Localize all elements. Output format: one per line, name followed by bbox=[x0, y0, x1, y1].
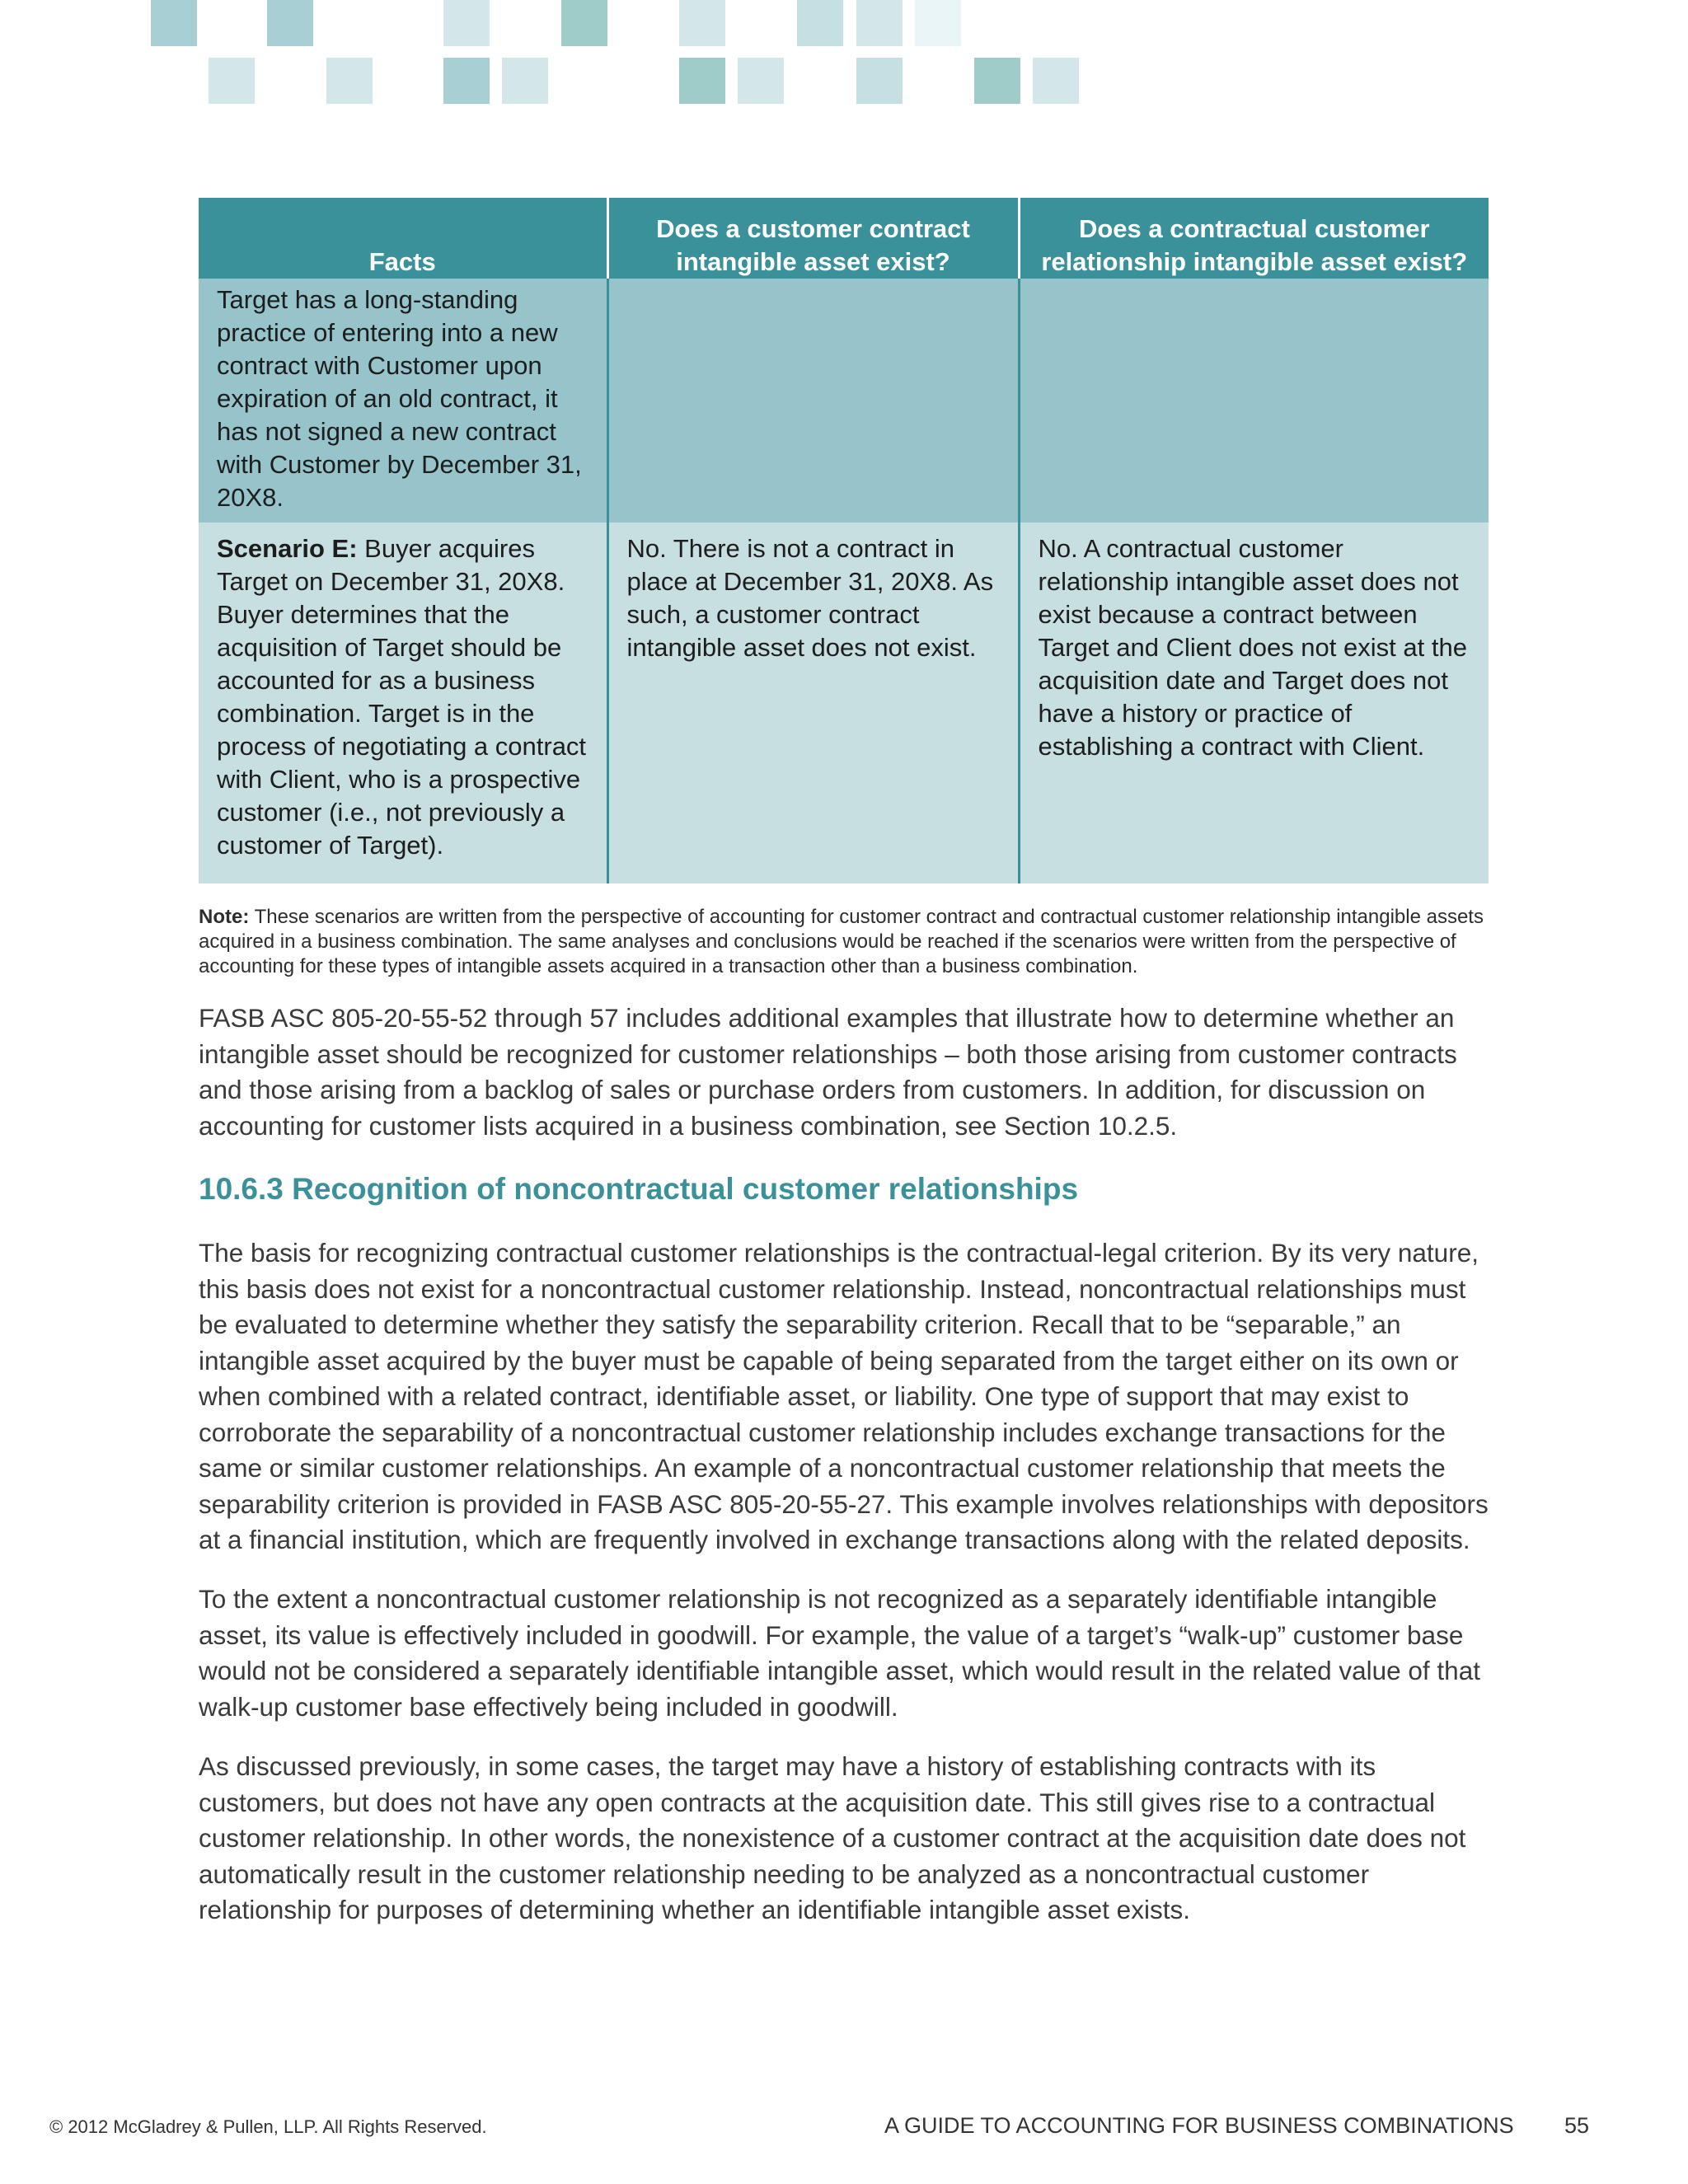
decor-square bbox=[915, 0, 961, 46]
decor-square bbox=[679, 58, 725, 104]
note-label: Note: bbox=[199, 906, 250, 928]
paragraph-goodwill: To the extent a noncontractual customer relationship is not recognized as a separately identifiable intangible asset, its value is effectively included in goodwill. For example, the value of a target’s “walk-up” customer base would not be considered a separately identifiable intangible asset, which would result in the related value of that walk-up customer base effectively being included in goodwill. bbox=[199, 1584, 1480, 1722]
note-text: These scenarios are written from the perspective of accounting for customer contract and contractual customer relationship intangible assets acquired in a business combination. The same analyses and conclusions would be reached if the scenarios were written from the perspective of accounting for these types of intangible assets acquired in a transaction other than a business combination. bbox=[199, 906, 1484, 977]
decor-square bbox=[856, 58, 903, 104]
decor-square bbox=[502, 58, 548, 104]
scenario-label: Scenario E: bbox=[217, 534, 358, 563]
decor-square bbox=[856, 0, 903, 46]
decor-square bbox=[209, 58, 255, 104]
section-heading: 10.6.3 Recognition of noncontractual customer relationships bbox=[199, 1172, 1079, 1206]
table-row bbox=[199, 279, 1489, 523]
facts-text: Target has a long-standing practice of entering into a new contract with Customer upon expiration of an old contract, it has not signed a new contract with Customer by December 31, 20X8. bbox=[217, 285, 582, 512]
table-header-row bbox=[199, 198, 1489, 279]
decor-square bbox=[679, 0, 725, 46]
decor-square bbox=[326, 58, 373, 104]
relationship-asset-cell: No. A contractual customer relationship intangible asset does not exist because a contract between Target and Client does not exist at the acquisition date and Target does not have a history or practice of establishing a contract with Client. bbox=[1019, 523, 1489, 883]
paragraph-history: As discussed previously, in some cases, the target may have a history of establishing contracts with its customers, but does not have any open contracts at the acquisition date. This still gives rise to a contractual customer relationship. In other words, the nonexistence of a customer contract at the acquisition date does not automatically result in the customer relationship needing to be analyzed as a noncontractual customer relationship for purposes of determining whether an identifiable intangible asset exists. bbox=[199, 1751, 1466, 1924]
scenario-table bbox=[199, 198, 1489, 883]
paragraph-fasb-examples: FASB ASC 805-20-55-52 through 57 includes additional examples that illustrate how to determine whether an intangible asset should be recognized for customer relationships – both those arising from customer contracts and those arising from a backlog of sales or purchase orders from customers. In addition, for discussion on accounting for customer lists acquired in a business combination, see Section 10.2.5. bbox=[199, 1003, 1457, 1141]
decor-square bbox=[797, 0, 843, 46]
decor-square bbox=[267, 0, 313, 46]
header-facts: Facts bbox=[199, 198, 607, 279]
decor-square bbox=[738, 58, 784, 104]
decor-square bbox=[443, 0, 490, 46]
facts-text: Buyer acquires Target on December 31, 20X8. Buyer determines that the acquisition of Target should be accounted for as a business combination. Target is in the process of negotiating a contract with Client, who is a prospective customer (i.e., not previously a customer of Target). bbox=[217, 534, 587, 860]
decor-square bbox=[974, 58, 1020, 104]
decor-square bbox=[443, 58, 490, 104]
paragraph-basis: The basis for recognizing contractual customer relationships is the contractual-legal criterion. By its very nature, this basis does not exist for a noncontractual customer relationship. Instead, noncontractual relationships must be evaluated to determine whether they satisfy the separability criterion. Recall that to be “separable,” an intangible asset acquired by the buyer must be capable of being separated from the target either on its own or when combined with a related contract, identifiable asset, or liability. One type of support that may exist to corroborate the separability of a noncontractual customer relationship includes exchange transactions for the same or similar customer relationships. An example of a noncontractual customer relationship that meets the separability criterion is provided in FASB ASC 805-20-55-27. This example involves relationships with depositors at a financial institution, which are frequently involved in exchange transactions along with the related deposits. bbox=[199, 1238, 1489, 1554]
header-relationship-asset: Does a contractual customer relationship intangible asset exist? bbox=[1019, 198, 1489, 279]
header-contract-asset: Does a customer contract intangible asset exist? bbox=[607, 198, 1019, 279]
facts-cell bbox=[199, 523, 607, 883]
footer-copyright: © 2012 McGladrey & Pullen, LLP. All Rights Reserved. bbox=[49, 2116, 487, 2137]
page-number: 55 bbox=[1564, 2113, 1590, 2138]
footer-document-title: A GUIDE TO ACCOUNTING FOR BUSINESS COMBINATIONS bbox=[884, 2113, 1514, 2138]
decor-square bbox=[561, 0, 607, 46]
relationship-asset-cell bbox=[1019, 279, 1489, 523]
contract-asset-cell bbox=[607, 279, 1019, 523]
decor-square bbox=[1033, 58, 1079, 104]
decor-square bbox=[151, 0, 197, 46]
contract-asset-cell: No. There is not a contract in place at December 31, 20X8. As such, a customer contract intangible asset does not exist. bbox=[607, 523, 1019, 883]
facts-cell bbox=[199, 279, 607, 523]
table-note bbox=[199, 905, 1493, 979]
table-row bbox=[199, 523, 1489, 883]
